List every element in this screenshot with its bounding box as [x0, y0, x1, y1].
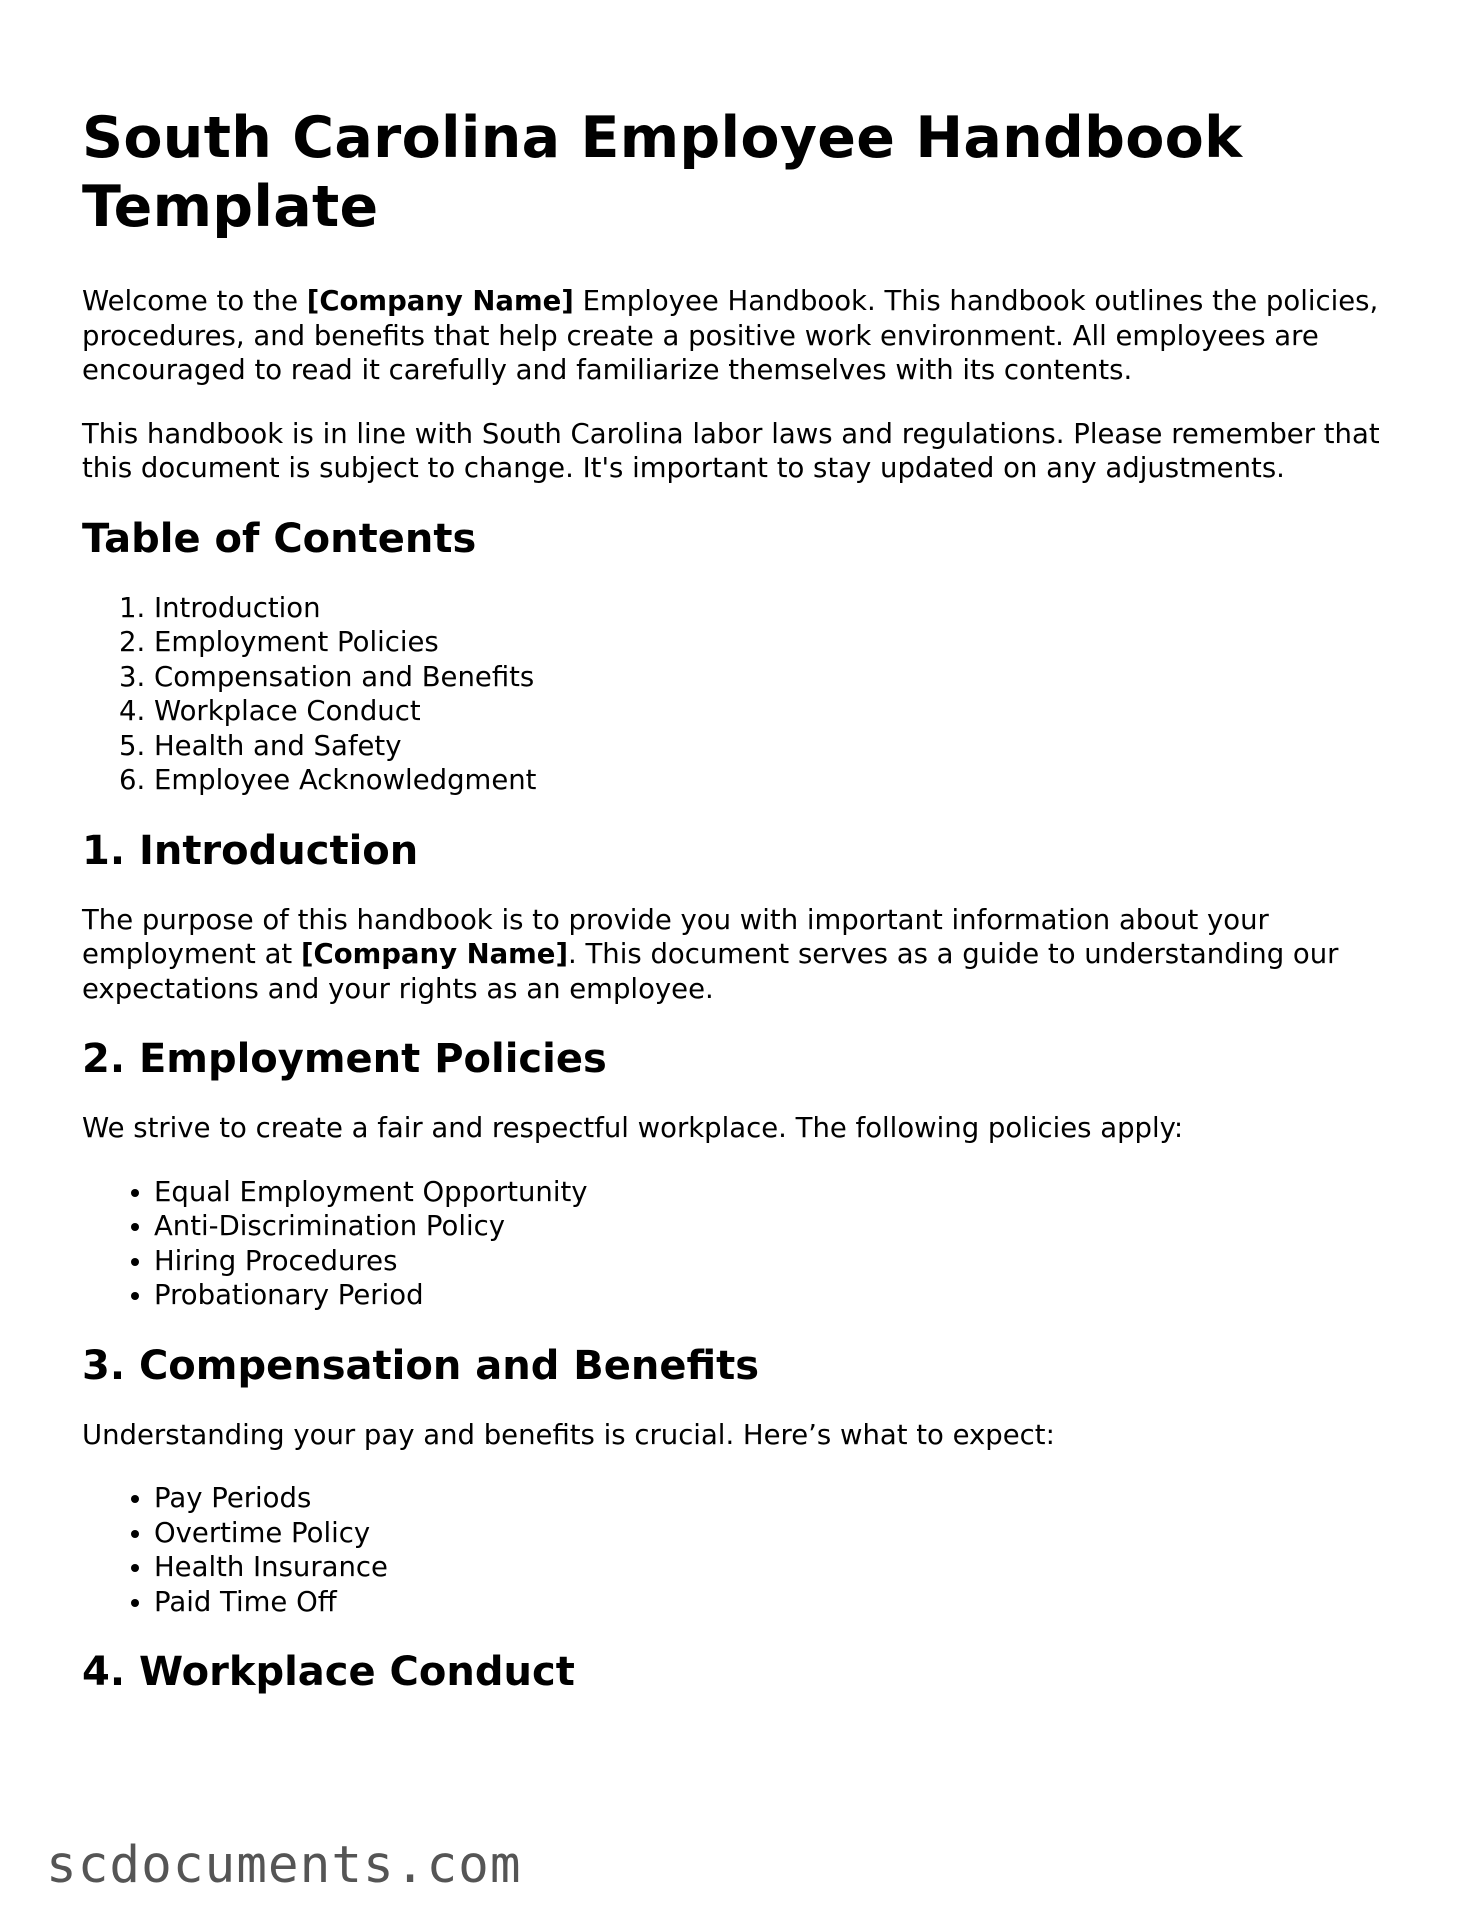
toc-item: 6. Employee Acknowledgment	[154, 763, 1402, 798]
section-2-list	[82, 1175, 1402, 1313]
section-3-heading: 3. Compensation and Benefits	[82, 1342, 760, 1389]
intro-paragraph-1	[82, 284, 1402, 388]
list-item: • Equal Employment Opportunity	[154, 1175, 1402, 1210]
section-1-text: . This document serves as a guide to understanding our expectations and your rights as an employee.	[82, 938, 1339, 1005]
intro-text: Welcome to the	[82, 285, 307, 317]
section-1-text: The purpose of this handbook is to provide you with important information about your employment at	[82, 903, 1269, 970]
document-page	[82, 104, 1402, 1724]
list-item: • Hiring Procedures	[154, 1244, 1402, 1279]
toc-item: 5. Health and Safety	[154, 729, 1402, 764]
company-name-placeholder: [Company Name]	[300, 938, 569, 970]
watermark: scdocuments.com	[46, 1836, 522, 1895]
toc-item: 4. Workplace Conduct	[154, 694, 1402, 729]
list-item: • Probationary Period	[154, 1278, 1402, 1313]
intro-text: Employee Handbook. This handbook outlines the policies, procedures, and benefits that help create a positive work environment. All employees are encouraged to read it carefully and familiarize themselves with its contents.	[82, 285, 1379, 386]
section-1-heading: 1. Introduction	[82, 827, 419, 874]
toc-item: 3. Compensation and Benefits	[154, 660, 1402, 695]
company-name-placeholder: [Company Name]	[306, 285, 574, 317]
section-2-heading: 2. Employment Policies	[82, 1036, 607, 1082]
toc-list	[82, 591, 1402, 798]
list-item: • Health Insurance	[154, 1550, 1402, 1585]
document-title: South Carolina Employee Handbook Template	[82, 105, 1243, 240]
section-2-paragraph: We strive to create a fair and respectful workplace. The following policies apply:	[82, 1112, 1184, 1144]
intro-paragraph-2: This handbook is in line with South Carolina labor laws and regulations. Please remember that this document is subject to change. It's important to stay updated on any adjustments.	[82, 417, 1380, 484]
toc-item: 2. Employment Policies	[154, 625, 1402, 660]
section-4-heading: 4. Workplace Conduct	[82, 1649, 575, 1695]
toc-heading: Table of Contents	[82, 515, 477, 562]
list-item: • Overtime Policy	[154, 1516, 1402, 1551]
list-item: • Pay Periods	[154, 1481, 1402, 1516]
toc-item: 1. Introduction	[154, 591, 1402, 626]
list-item: • Paid Time Off	[154, 1585, 1402, 1620]
section-3-paragraph: Understanding your pay and benefits is crucial. Here’s what to expect:	[82, 1418, 1055, 1451]
section-3-list	[82, 1481, 1402, 1619]
section-1-paragraph	[82, 903, 1402, 1007]
list-item: • Anti-Discrimination Policy	[154, 1209, 1402, 1244]
